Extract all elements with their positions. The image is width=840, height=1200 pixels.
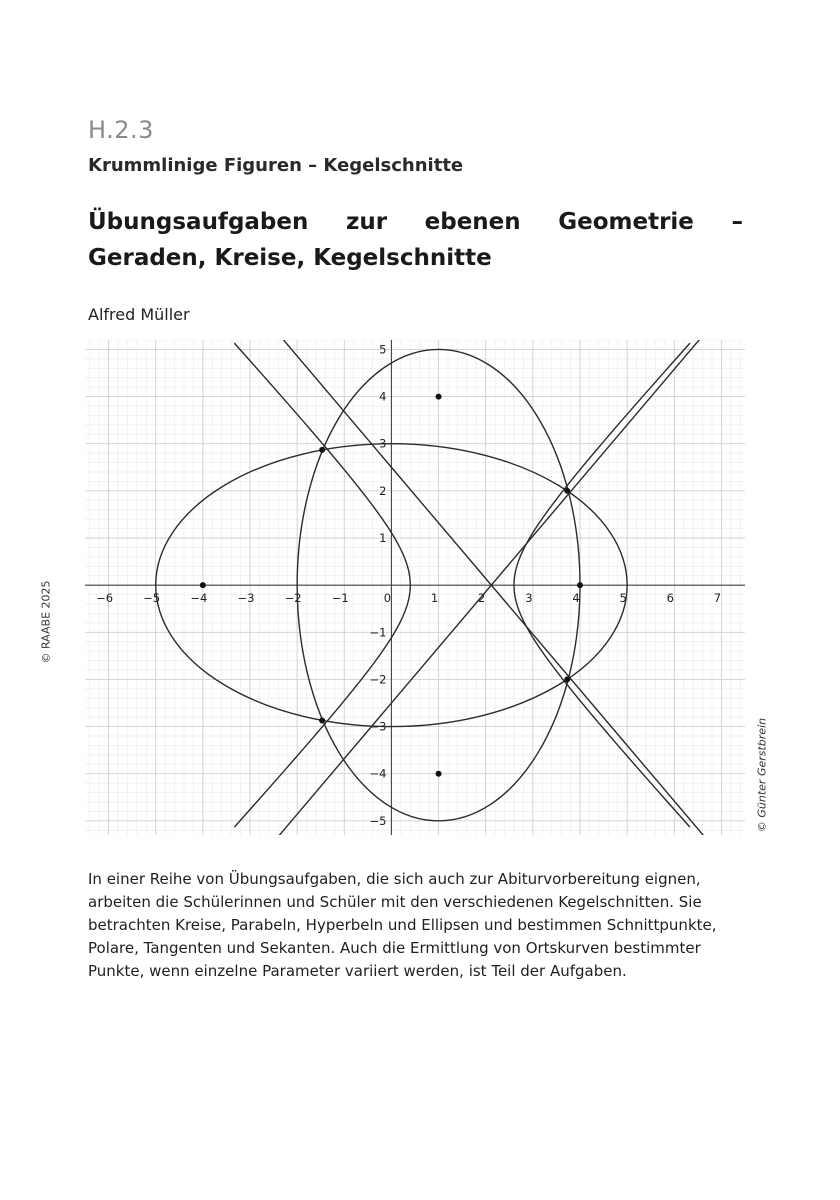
y-tick-label: 5 bbox=[379, 342, 387, 357]
x-tick-label: −6 bbox=[96, 591, 114, 606]
focus-top bbox=[436, 394, 442, 400]
grid-minor bbox=[85, 340, 745, 835]
y-tick-label: −1 bbox=[369, 625, 387, 640]
x-tick-label: 5 bbox=[619, 591, 627, 606]
y-tick-label: −4 bbox=[369, 766, 387, 781]
x-tick-label: −4 bbox=[190, 591, 208, 606]
y-tick-label: 1 bbox=[379, 531, 387, 545]
intersection-upper-left bbox=[319, 447, 325, 453]
x-tick-label: −3 bbox=[237, 591, 255, 606]
intersection-upper-right bbox=[564, 488, 570, 494]
image-credit: © Günter Gerstbrein bbox=[755, 717, 769, 833]
author-name: Alfred Müller bbox=[88, 305, 190, 324]
y-tick-label: −5 bbox=[369, 813, 387, 828]
intersection-lower-left bbox=[319, 717, 325, 723]
description-paragraph: In einer Reihe von Übungsaufgaben, die sich auch zur Abiturvorbereitung eignen, arbeiten die Schülerinnen und Schüler mit den verschiedenen Kegelschnitten. Sie betrachten Kreise, Parabeln, Hyperbeln und Ellipsen und bestimmen Schnittpunkte, Polare, Tangenten und Sekanten. Auch die Ermittlung von Ortskurven bestimmter Punkte, wenn einzelne Parameter variiert werden, ist Teil der Aufgaben. bbox=[88, 870, 717, 980]
focus-right bbox=[577, 582, 583, 588]
x-tick-label: 7 bbox=[713, 591, 722, 606]
focus-bottom bbox=[436, 771, 442, 777]
x-tick-label: −5 bbox=[143, 591, 161, 606]
x-tick-label: 4 bbox=[572, 591, 580, 606]
x-tick-label: 0 bbox=[383, 591, 392, 606]
y-tick-label: −3 bbox=[369, 719, 387, 734]
y-tick-label: −2 bbox=[369, 672, 387, 687]
focus-left bbox=[200, 582, 206, 588]
intersection-lower-right bbox=[564, 676, 570, 682]
conic-sections-figure bbox=[85, 340, 745, 835]
x-tick-label: 6 bbox=[666, 591, 674, 606]
x-tick-label: −1 bbox=[331, 591, 349, 606]
x-tick-label: −2 bbox=[284, 591, 302, 606]
y-tick-label: 4 bbox=[379, 389, 387, 404]
section-subtitle: Krummlinige Figuren – Kegelschnitte bbox=[88, 155, 464, 176]
x-tick-label: 2 bbox=[478, 591, 486, 606]
x-tick-label: 3 bbox=[525, 591, 533, 606]
copyright-notice: © RAABE 2025 bbox=[39, 580, 53, 664]
document-title: Übungsaufgaben zur ebenen Geometrie – Geraden, Kreise, Kegelschnitte bbox=[88, 209, 743, 271]
x-tick-label: 1 bbox=[430, 591, 439, 606]
y-tick-label: 3 bbox=[379, 436, 387, 451]
section-code: H.2.3 bbox=[88, 116, 154, 144]
y-tick-label: 2 bbox=[379, 483, 387, 498]
